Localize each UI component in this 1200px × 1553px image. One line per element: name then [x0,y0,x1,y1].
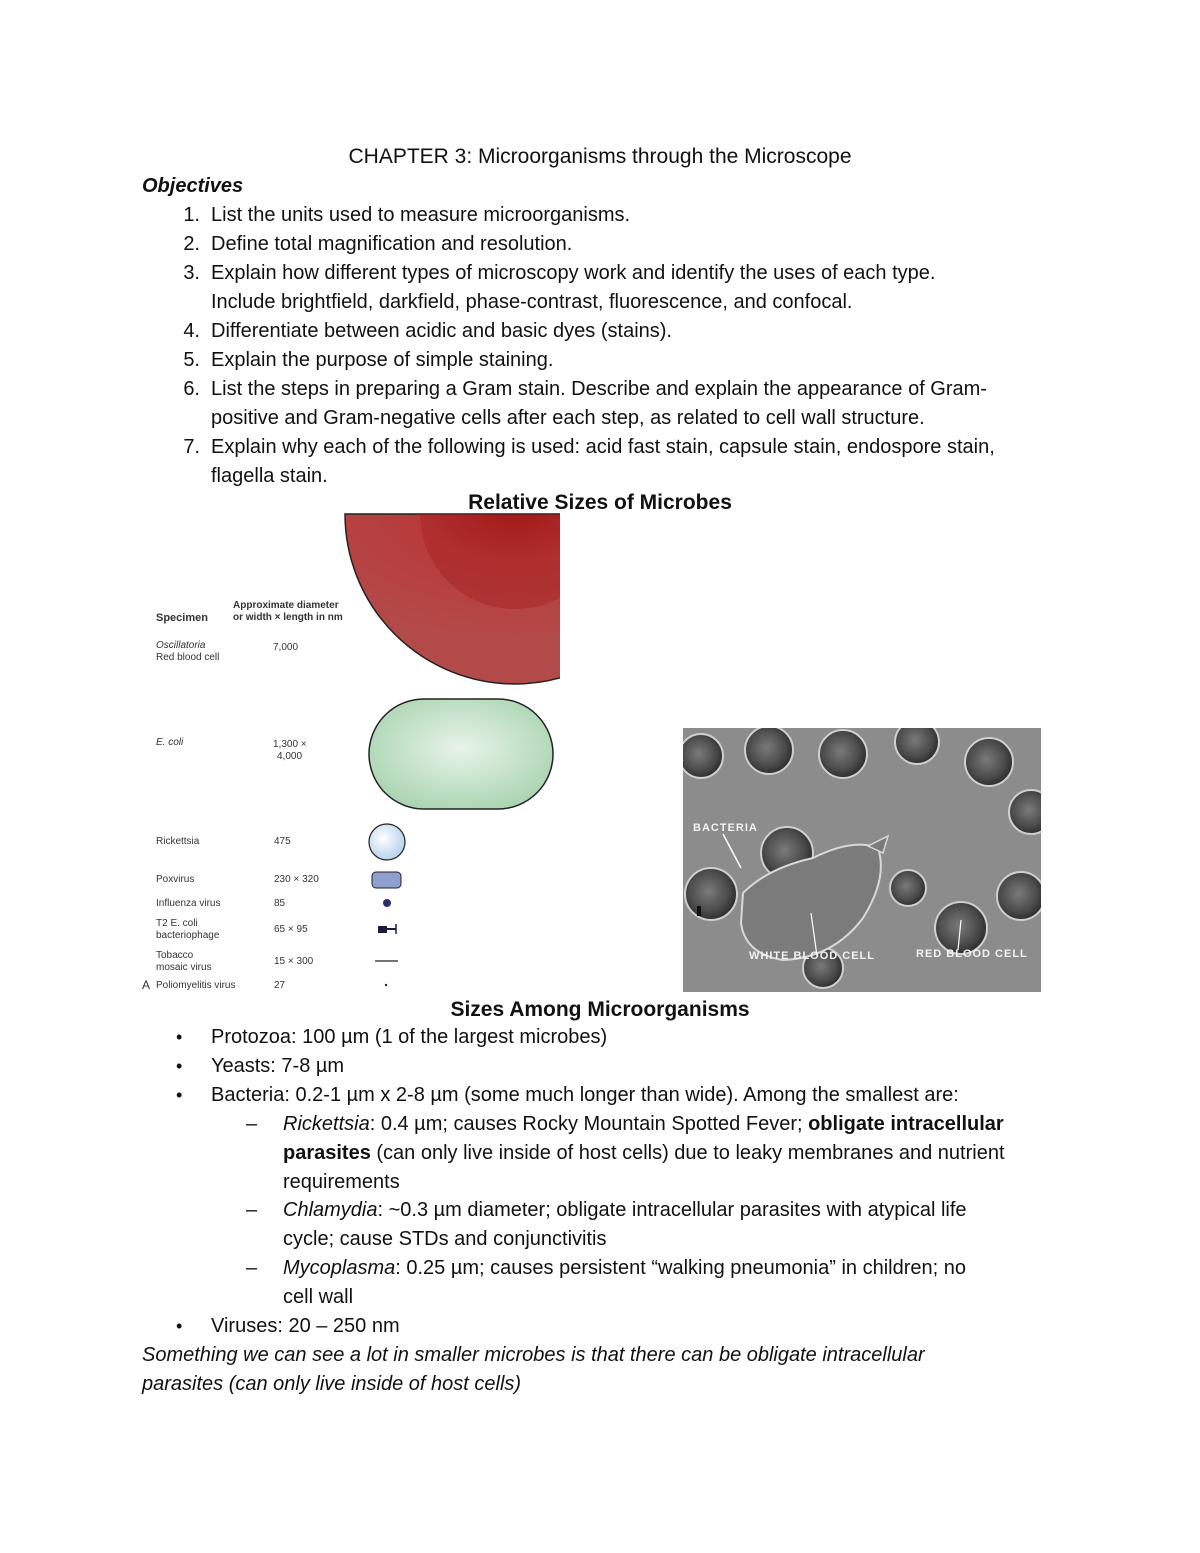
specimen-name: Rickettsia [156,836,200,847]
page-title: CHAPTER 3: Microorganisms through the Microscope [348,145,852,168]
ecoli-shape [369,699,553,809]
sizes-heading: Sizes Among Microorganisms [450,998,750,1021]
objectives-heading: Objectives [142,175,244,197]
specimen-size: 1,300 × [273,739,307,750]
panel-letter: A [142,978,151,992]
influenza-shape [383,899,391,907]
specimen-name: Oscillatoria [156,640,206,651]
specimen-name: mosaic virus [156,962,212,973]
poxvirus-shape [372,872,401,888]
size-shapes [140,512,560,997]
col-specimen-header: Specimen [156,612,208,624]
specimen-size: 27 [274,980,286,991]
col-size-header-1: Approximate diameter [233,600,339,611]
specimen-size: 15 × 300 [274,956,314,967]
blood-micrograph [683,728,1041,992]
specimen-size: 4,000 [277,751,303,762]
specimen-size: 230 × 320 [274,874,319,885]
col-size-header-2: or width × length in nm [233,612,343,623]
specimen-size: 7,000 [273,642,299,653]
specimen-name: E. coli [156,737,184,748]
relative-sizes-heading: Relative Sizes of Microbes [468,491,732,514]
polio-shape [385,984,387,986]
bacteriophage-shape [378,924,396,934]
closing-line: Something we can see a lot in smaller microbes is that there can be obligate intracellular [142,1344,925,1366]
specimen-size: 475 [274,836,291,847]
rickettsia-shape [369,824,405,860]
specimen-size: 85 [274,898,286,909]
specimen-name: Red blood cell [156,652,220,663]
white-blood-cell-label: WHITE BLOOD CELL [749,950,875,962]
specimen-size: 65 × 95 [274,924,308,935]
specimen-name: Poliomyelitis virus [156,980,236,991]
specimen-name: Influenza virus [156,898,221,909]
specimen-name: bacteriophage [156,930,220,941]
bacteria-label: BACTERIA [693,822,758,834]
relative-sizes-figure [140,512,560,997]
specimen-name: Poxvirus [156,874,195,885]
specimen-name: T2 E. coli [156,918,198,929]
red-blood-cell-label: RED BLOOD CELL [916,948,1028,960]
closing-line: parasites (can only live inside of host cells) [142,1373,522,1395]
specimen-name: Tobacco [156,950,194,961]
